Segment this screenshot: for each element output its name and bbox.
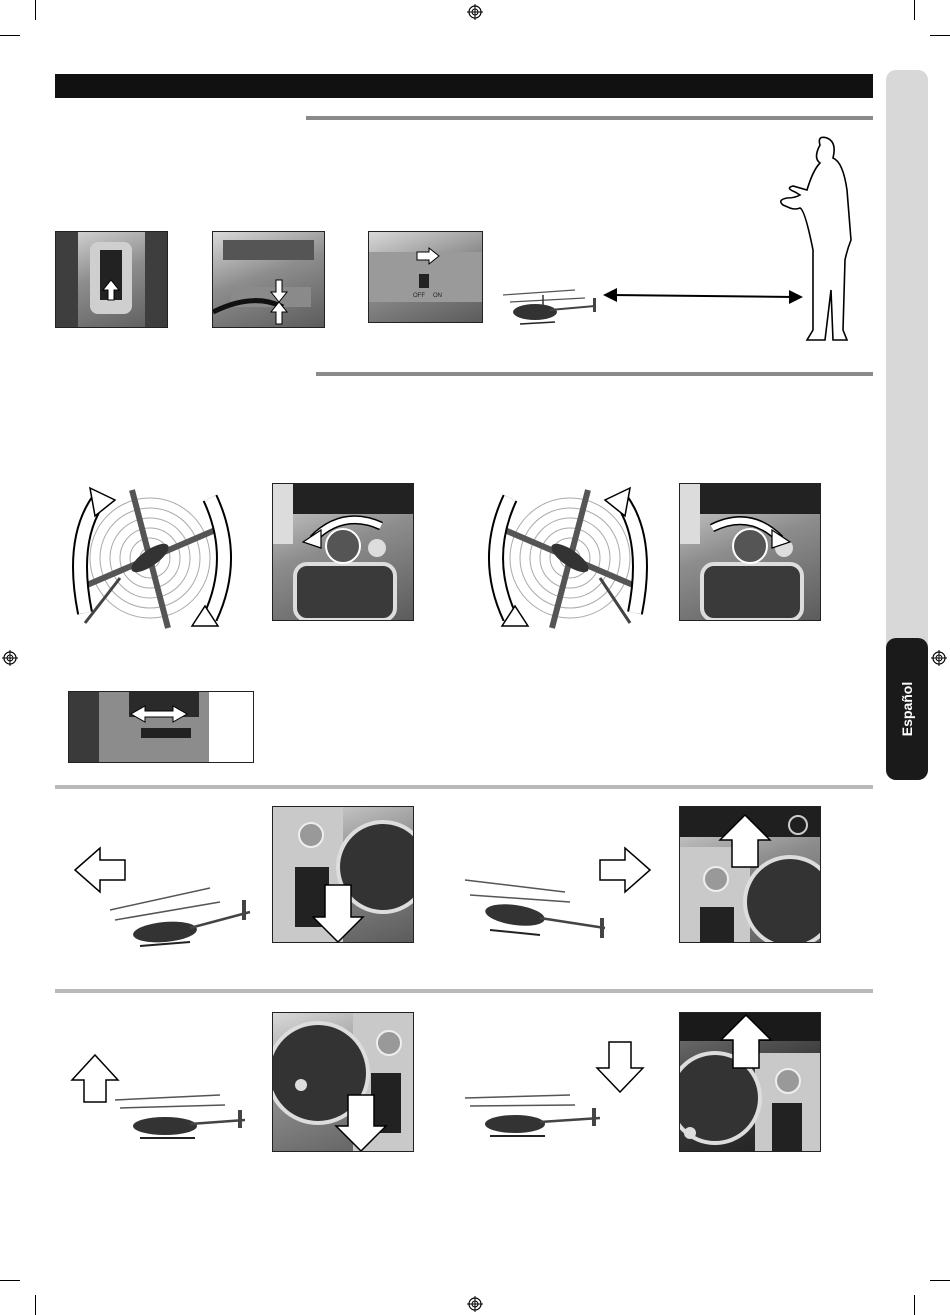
helicopter-rotate-left-diagram (60, 478, 240, 638)
section-title-bar (55, 74, 873, 98)
switch-off-label: OFF (413, 293, 425, 299)
helicopter-backward-diagram (70, 840, 265, 955)
section-rule (55, 785, 873, 789)
person-outline (781, 137, 851, 340)
photo-throttle-down (272, 1012, 414, 1152)
helicopter-illustration (503, 290, 596, 324)
crop-mark (914, 1295, 915, 1315)
photo-charging-port (212, 231, 325, 328)
registration-target-icon (931, 650, 947, 666)
registration-target-icon (467, 4, 483, 20)
section-rule (316, 372, 873, 376)
photo-stick-up-left (679, 806, 821, 943)
photo-trim-slider (68, 691, 254, 763)
photo-remote-power-switch (55, 231, 168, 328)
distance-arrow-icon (603, 288, 803, 304)
crop-mark (35, 1295, 36, 1315)
crop-mark (35, 0, 36, 20)
helicopter-descend-diagram (460, 1040, 655, 1150)
switch-on-label: ON (433, 293, 442, 299)
photo-stick-down-left (272, 806, 414, 943)
crop-mark (914, 0, 915, 20)
photo-trim-dial-left (272, 483, 414, 621)
helicopter-ascend-diagram (70, 1050, 265, 1150)
photo-throttle-up (679, 1012, 821, 1152)
crop-mark (930, 1280, 950, 1281)
distance-diagram (495, 130, 865, 350)
helicopter-forward-diagram (460, 840, 655, 955)
crop-mark (0, 35, 20, 36)
language-tab[interactable] (886, 638, 928, 780)
registration-target-icon (2, 650, 18, 666)
crop-mark (930, 35, 950, 36)
photo-trim-dial-right (679, 483, 821, 621)
photo-helicopter-switch (368, 231, 483, 323)
crop-mark (0, 1280, 20, 1281)
registration-target-icon (467, 1296, 483, 1312)
section-rule (55, 989, 873, 993)
language-tab-label: Español (899, 681, 915, 737)
section-rule (306, 116, 873, 120)
helicopter-rotate-right-diagram (480, 478, 660, 638)
